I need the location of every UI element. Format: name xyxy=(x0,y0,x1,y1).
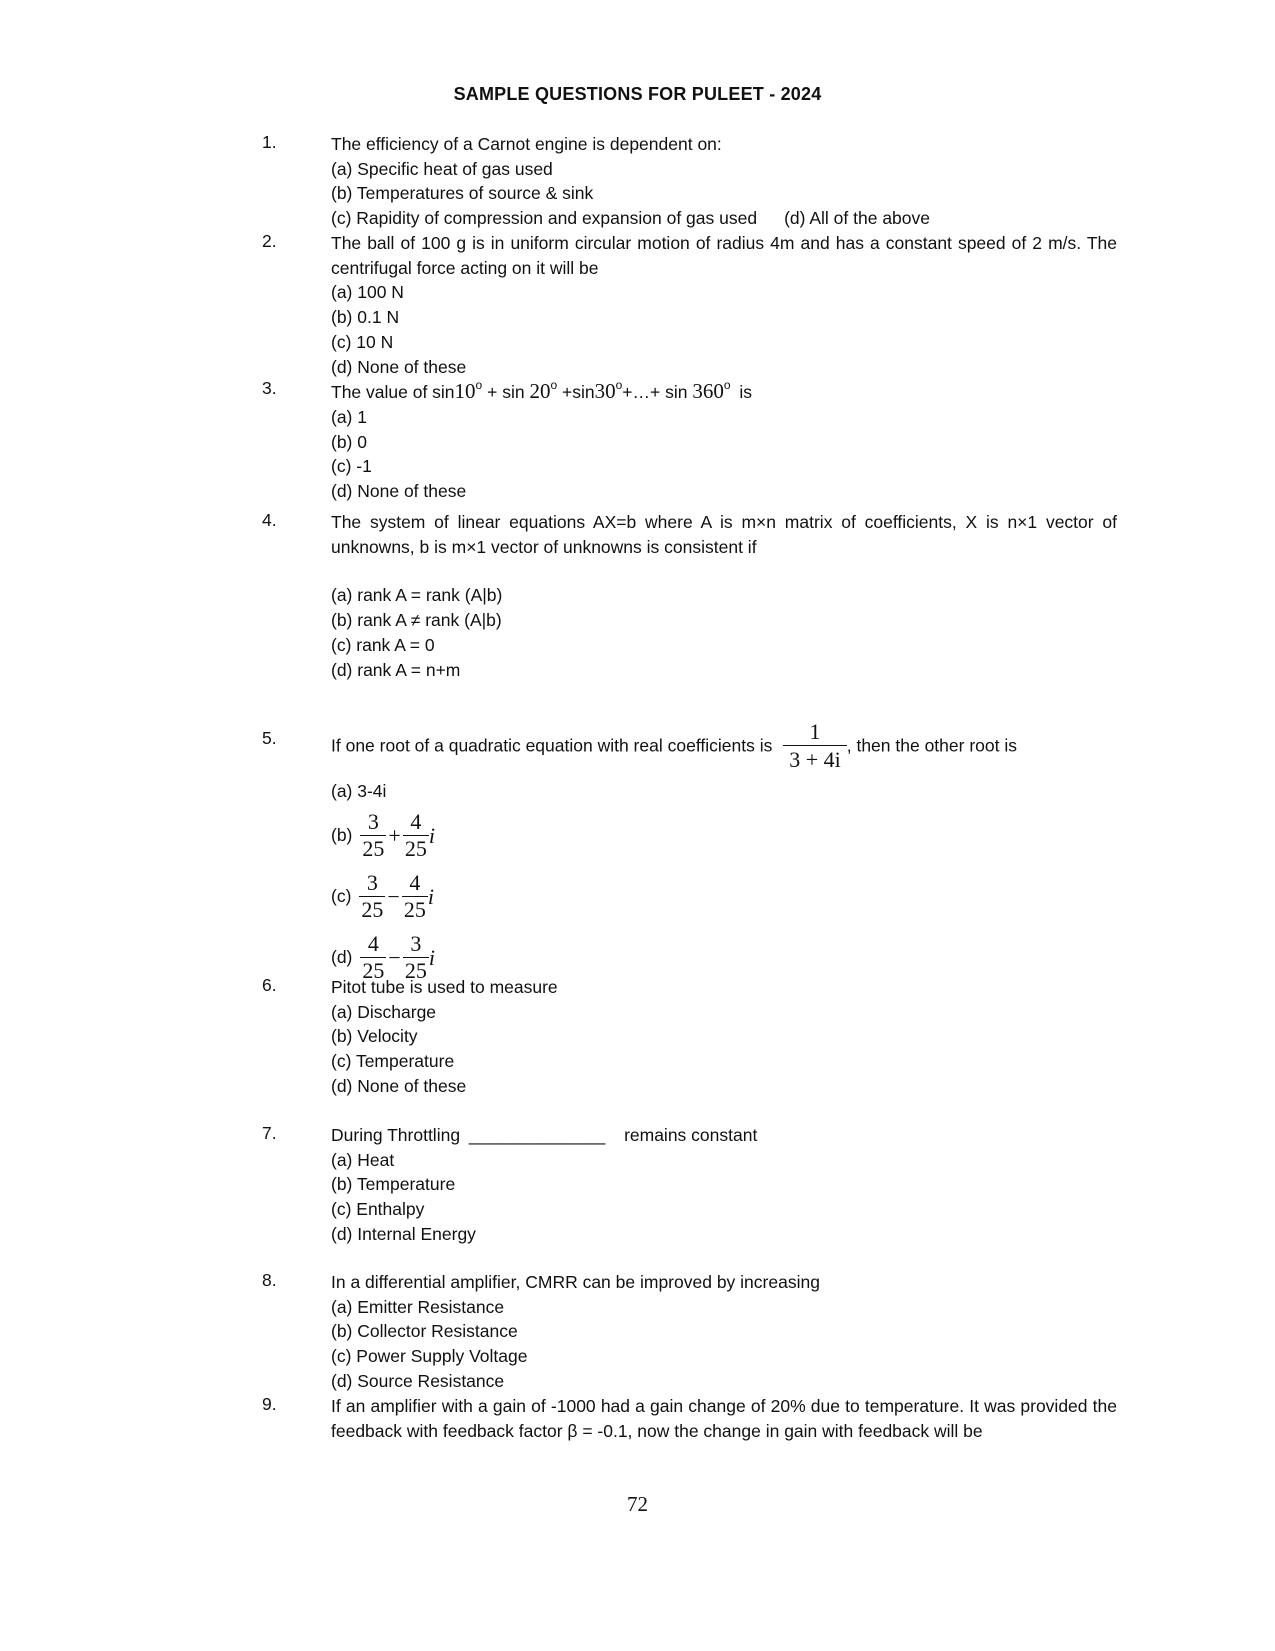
root-fraction: $\frac{1}{3 + 4i}$ xyxy=(783,720,847,771)
option-a: (a) Heat xyxy=(331,1149,395,1170)
option-b: (b) 0 xyxy=(331,431,367,452)
option-b: (b) Temperatures of source & sink xyxy=(331,183,594,204)
option-c: (c) Enthalpy xyxy=(331,1199,425,1220)
page-title: SAMPLE QUESTIONS FOR PULEET - 2024 xyxy=(453,84,822,104)
option-c: (c) rank A = 0 xyxy=(331,634,435,655)
question-number: 2. xyxy=(262,231,277,251)
option-d: (d) $\frac{4}{25}$ − $\frac{3}{25}$ i xyxy=(331,931,435,983)
option-b: (b) Collector Resistance xyxy=(331,1321,518,1342)
option-c: (c) -1 xyxy=(331,456,372,477)
question-number: 8. xyxy=(262,1270,277,1290)
question-text-container xyxy=(331,713,1117,987)
question-text-container xyxy=(331,975,1117,1099)
question-text: Pitot tube is used to measure xyxy=(331,977,558,997)
option-b: (b) $\frac{3}{25}$ + $\frac{4}{25}$ i xyxy=(331,809,435,861)
option-a: (a) Discharge xyxy=(331,1001,437,1022)
option-c: (c) Temperature xyxy=(331,1051,455,1072)
question-text: If one root of a quadratic equation with real coefficients is $\frac{1}{3 + 4i}$ , then the other root is xyxy=(331,718,1017,772)
option-row-c-d xyxy=(331,206,1117,231)
question-number: 7. xyxy=(262,1123,277,1143)
question-text-container xyxy=(331,378,1117,504)
question-text: The value of $\sin 10^o + \sin 20^o +\sin 30^o+\dots+ \sin 360^o$ is xyxy=(331,378,753,403)
page-number: 72 xyxy=(627,1492,648,1516)
option-a: (a) 1 xyxy=(331,407,367,427)
question-number: 3. xyxy=(262,378,277,398)
question-number: 6. xyxy=(262,975,277,995)
answer-blank: ______________ xyxy=(468,1125,606,1145)
question-text: If an amplifier with a gain of -1000 had a gain change of 20% due to temperature. It was provided the feedback with feedback factor β = -0.1, now the change in gain with feedback will be xyxy=(331,1396,1117,1441)
option-b: (b) rank A ≠ rank (A|b) xyxy=(331,610,502,631)
option-a: (a) 3-4i xyxy=(331,781,387,801)
option-c: (c) Rapidity of compression and expansion of gas used xyxy=(331,208,758,229)
option-b: (b) Temperature xyxy=(331,1174,456,1195)
option-b: (b) Velocity xyxy=(331,1026,418,1047)
option-d: (d) Internal Energy xyxy=(331,1223,476,1244)
option-d: (d) None of these xyxy=(331,356,467,377)
question-text: The efficiency of a Carnot engine is dependent on: xyxy=(331,134,722,154)
option-a: (a) Emitter Resistance xyxy=(331,1296,505,1317)
question-text-container xyxy=(331,1394,1117,1443)
question-number: 9. xyxy=(262,1394,277,1414)
question-text: During Throttling ______________ remains constant xyxy=(331,1125,758,1145)
option-d: (d) None of these xyxy=(331,481,467,502)
option-c: (c) $\frac{3}{25}$ − $\frac{4}{25}$ i xyxy=(331,870,434,922)
option-a: (a) Specific heat of gas used xyxy=(331,158,553,179)
question-text: The ball of 100 g is in uniform circular motion of radius 4m and has a constant speed of 2 m/s. The centrifugal force acting on it will be xyxy=(331,233,1117,278)
question-text-container xyxy=(331,1123,1117,1247)
question-number: 1. xyxy=(262,132,277,152)
question-text: The system of linear equations AX=b where A is m×n matrix of coefficients, X is n×1 vector of unknowns, b is m×1 vector of unknowns is consistent if xyxy=(331,512,1117,557)
option-a: (a) rank A = rank (A|b) xyxy=(331,585,503,606)
question-number: 5. xyxy=(262,728,277,748)
option-d: (d) rank A = n+m xyxy=(331,659,461,680)
option-d: (d) None of these xyxy=(331,1075,467,1096)
option-d: (d) All of the above xyxy=(784,208,930,229)
option-b: (b) 0.1 N xyxy=(331,307,400,328)
question-text-container xyxy=(331,132,1117,231)
option-c: (c) Power Supply Voltage xyxy=(331,1346,528,1367)
question-text: In a differential amplifier, CMRR can be improved by increasing xyxy=(331,1272,820,1292)
question-number: 4. xyxy=(262,510,277,530)
option-d: (d) Source Resistance xyxy=(331,1370,505,1391)
question-text-container xyxy=(331,1270,1117,1394)
question-text-container xyxy=(331,231,1117,379)
option-a: (a) 100 N xyxy=(331,282,404,303)
question-text-container xyxy=(331,510,1117,682)
option-c: (c) 10 N xyxy=(331,331,394,352)
